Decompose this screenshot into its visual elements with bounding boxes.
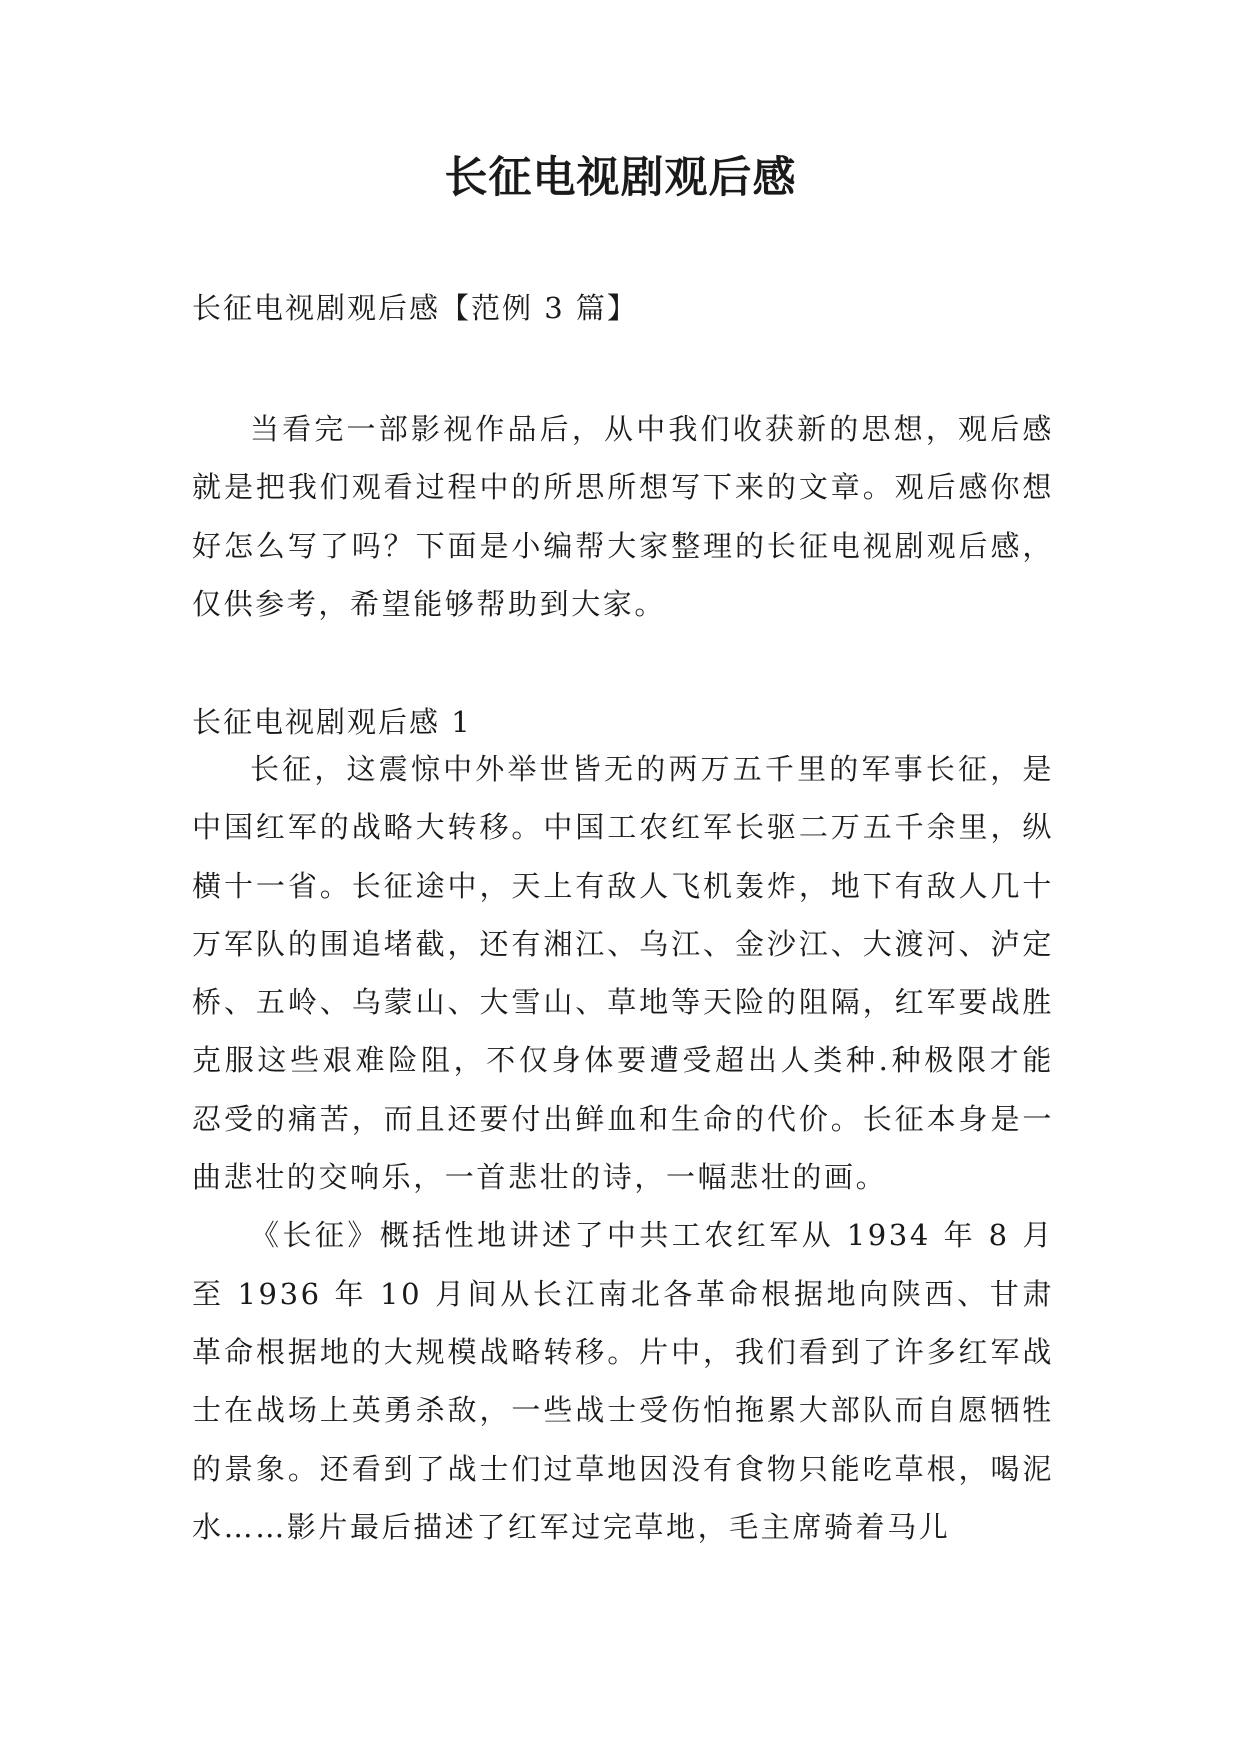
document-subtitle: 长征电视剧观后感【范例 3 篇】 [192,291,638,325]
intro-paragraph: 当看完一部影视作品后，从中我们收获新的思想，观后感就是把我们观看过程中的所思所想写下来的文章。观后感你想好怎么写了吗？下面是小编帮大家整理的长征电视剧观后感，仅供参考，希望能够帮助到大家。 [192,412,1054,621]
body-paragraph: 长征，这震惊中外举世皆无的两万五千里的军事长征，是中国红军的战略大转移。中国工农红军长驱二万五千余里，纵横十一省。长征途中，天上有敌人飞机轰炸，地下有敌人几十万军队的围追堵截，还有湘江、乌江、金沙江、大渡河、泸定桥、五岭、乌蒙山、大雪山、草地等天险的阻隔，红军要战胜克服这些艰难险阻，不仅身体要遭受超出人类种.种极限才能忍受的痛苦，而且还要付出鲜血和生命的代价。长征本身是一曲悲壮的交响乐，一首悲壮的诗，一幅悲壮的画。 [192,752,1054,1195]
document-title: 长征电视剧观后感 [444,153,797,203]
intro-block [192,400,1054,633]
section-heading: 长征电视剧观后感 1 [192,705,472,739]
body-paragraph: 《长征》概括性地讲述了中共工农红军从 1934 年 8 月至 1936 年 10 月间从长江南北各革命根据地向陕西、甘肃革命根据地的大规模战略转移。片中，我们看到了许多红军战士在战场上英勇杀敌，一些战士受伤怕拖累大部队而自愿牺牲的景象。还看到了战士们过草地因没有食物只能吃草根，喝泥水……影片最后描述了红军过完草地，毛主席骑着马儿 [192,1218,1054,1544]
section-body [192,740,1054,1556]
